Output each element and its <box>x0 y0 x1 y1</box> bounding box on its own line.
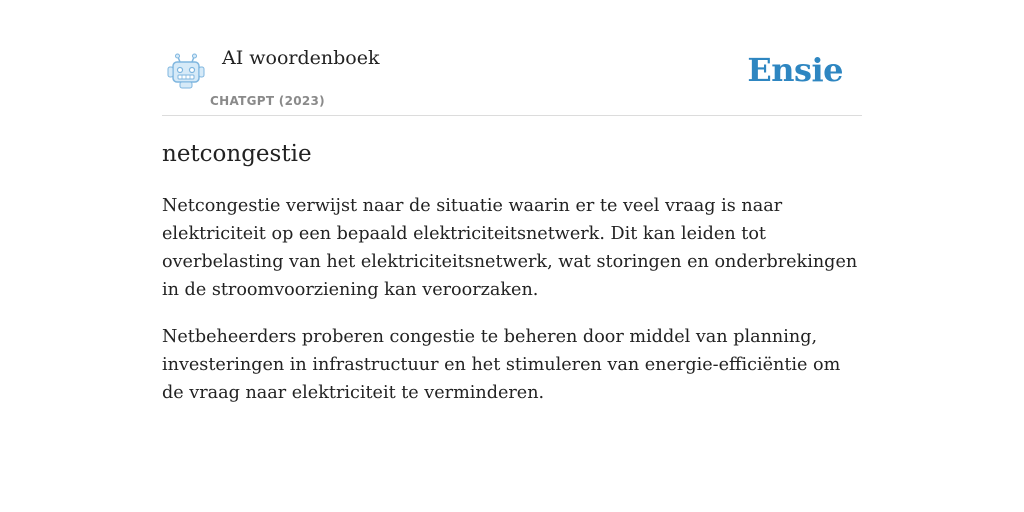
robot-icon <box>166 52 206 90</box>
source-subtitle: CHATGPT (2023) <box>210 94 325 108</box>
entry-definition <box>162 192 862 426</box>
source-title[interactable]: AI woordenboek <box>222 47 380 69</box>
entry-term: netcongestie <box>162 141 312 167</box>
entry-header <box>162 0 862 116</box>
definition-paragraph: Netcongestie verwijst naar de situatie waarin er te veel vraag is naar elektriciteit op een bepaald elektriciteitsnetwerk. Dit kan leiden tot overbelasting van het elektriciteitsnetwerk, wat storingen en onderbrekingen in de stroomvoorziening kan veroorzaken. <box>162 196 858 300</box>
definition-paragraph: Netbeheerders proberen congestie te beheren door middel van planning, investeringen in infrastructuur en het stimuleren van energie-efficiëntie om de vraag naar elektriciteit te verminderen. <box>162 327 841 403</box>
page <box>162 0 862 512</box>
brand-logo[interactable]: Ensie <box>747 51 843 89</box>
